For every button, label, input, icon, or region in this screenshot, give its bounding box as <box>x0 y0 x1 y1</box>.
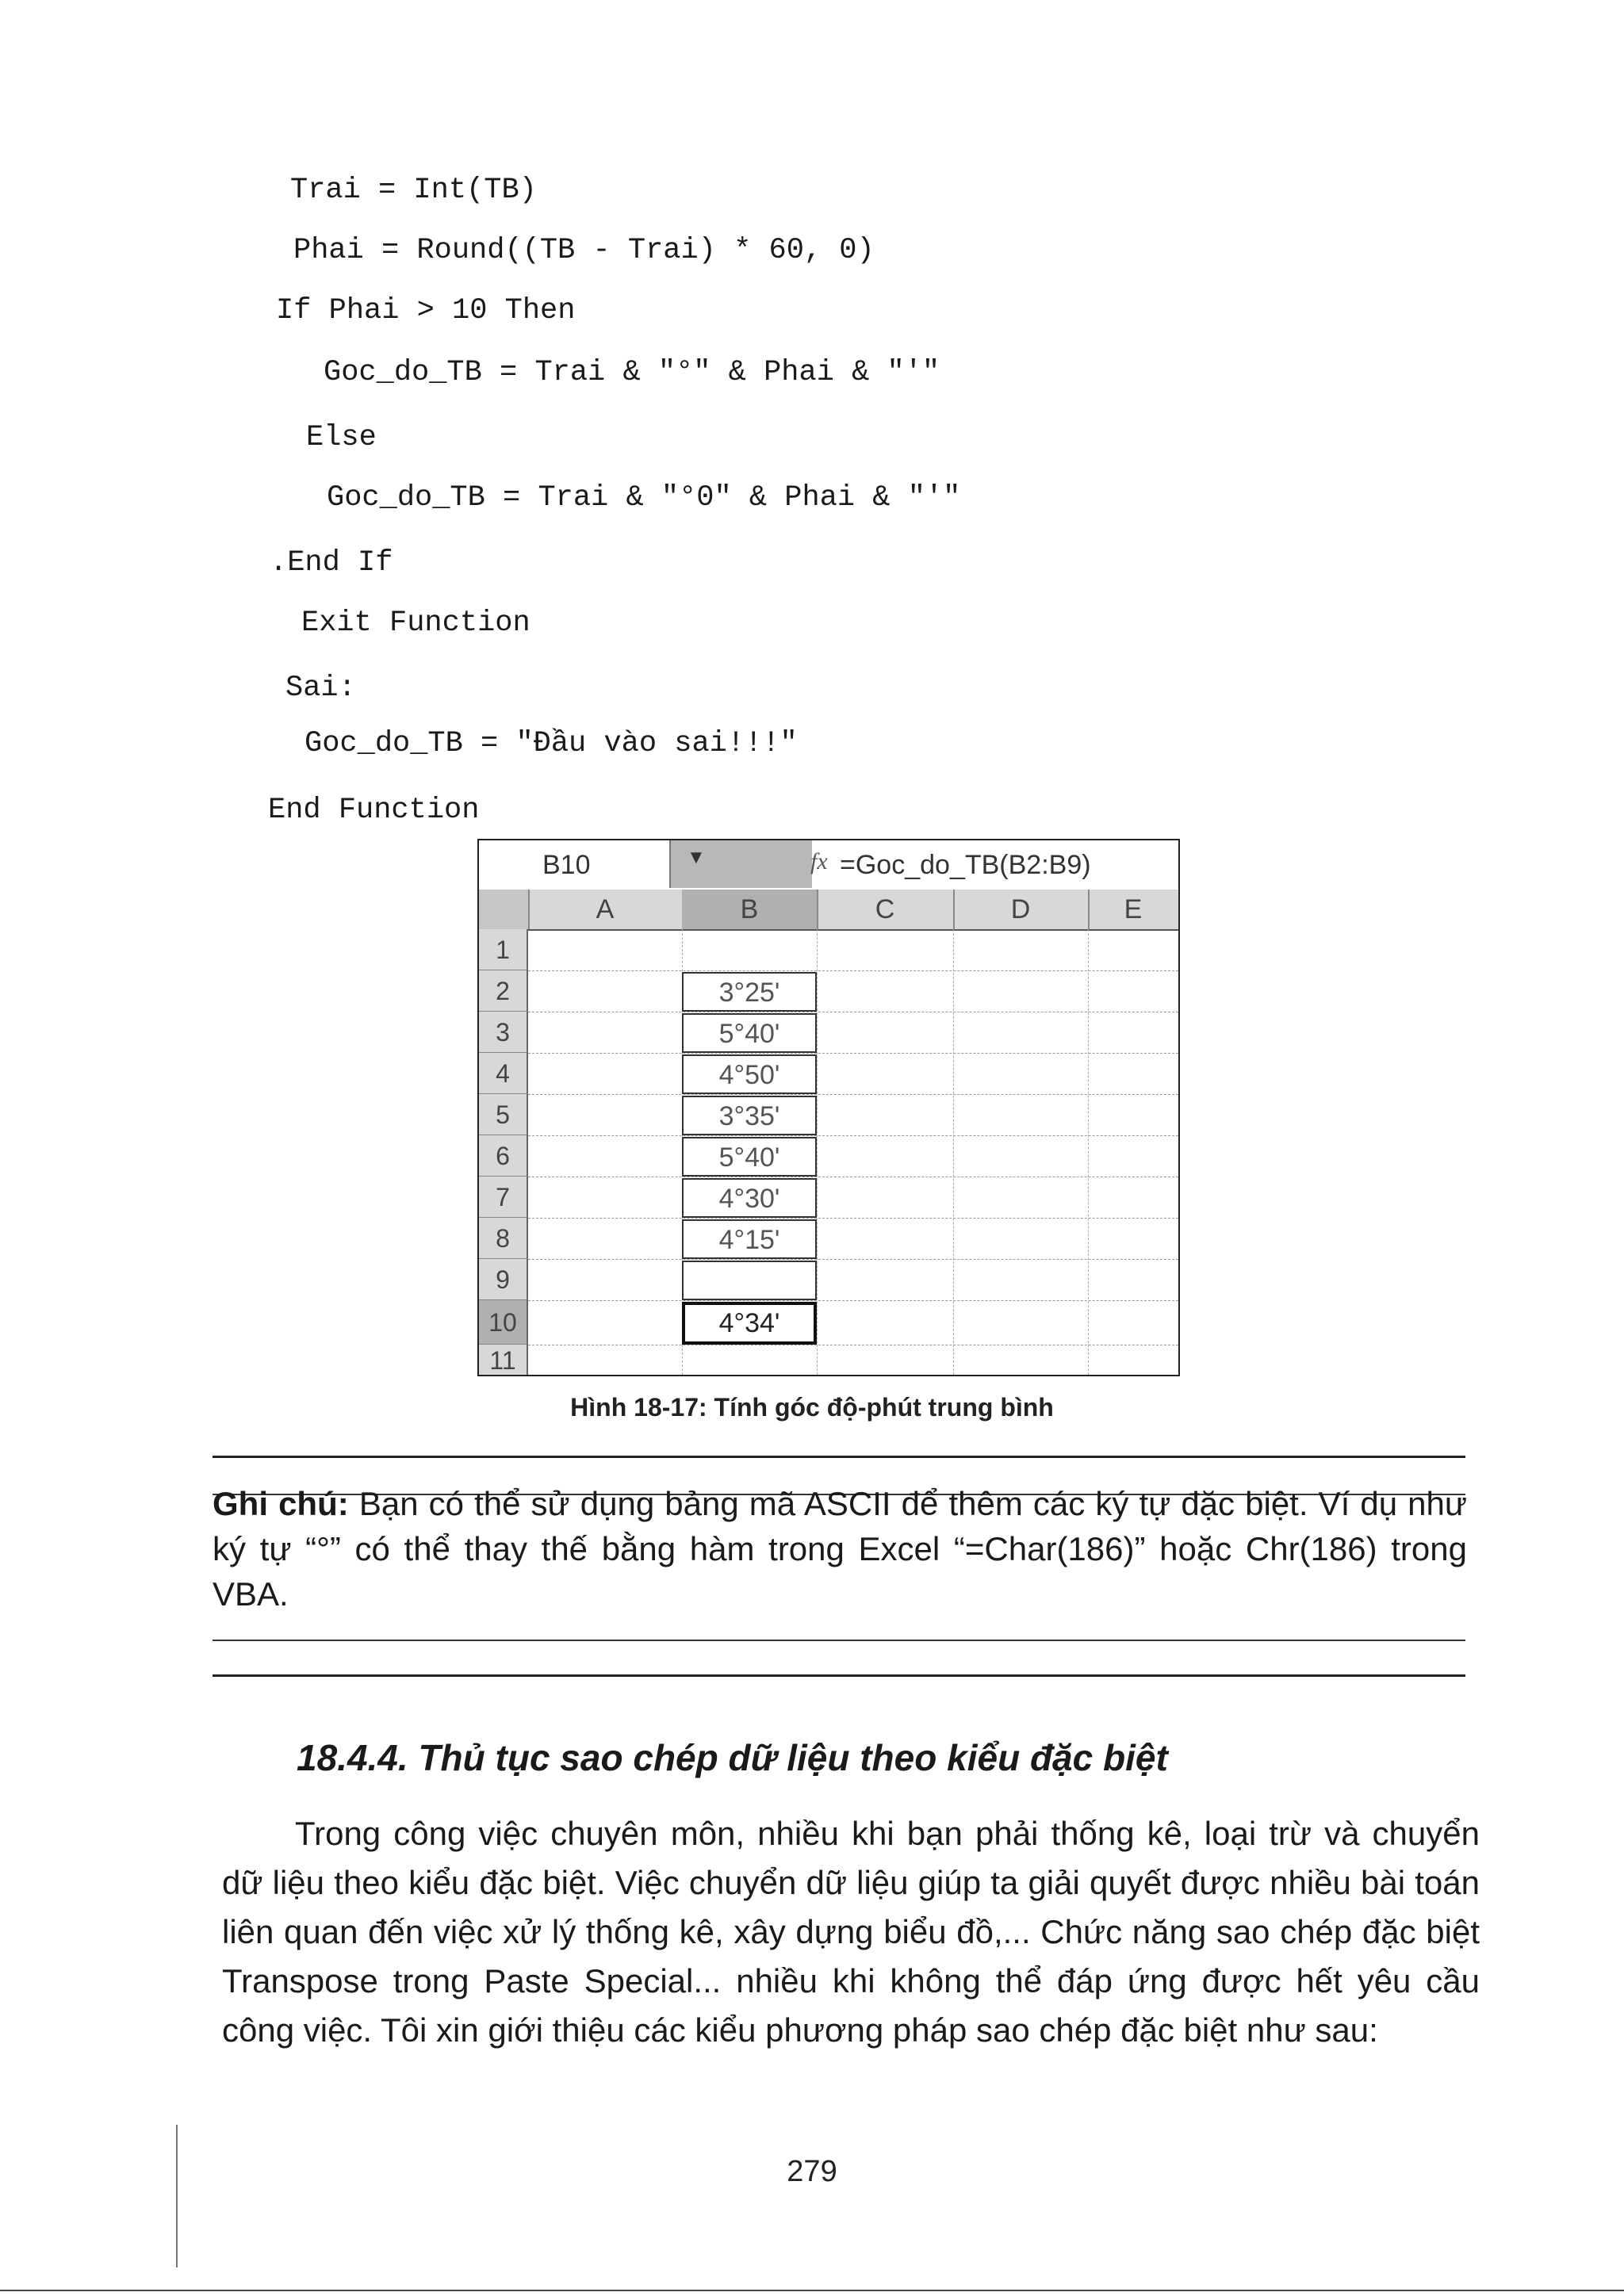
code-line: Trai = Int(TB) <box>290 174 537 207</box>
name-box-value: B10 <box>542 850 591 880</box>
margin-line <box>176 2125 178 2267</box>
code-line: End Function <box>268 794 480 827</box>
note-box <box>213 1481 1467 1617</box>
cell-b10-selected[interactable]: 4°34' <box>682 1302 817 1345</box>
column-header-c[interactable]: C <box>817 890 955 929</box>
cell-b9[interactable] <box>682 1261 817 1300</box>
divider <box>213 1640 1465 1641</box>
column-header-d[interactable]: D <box>953 890 1090 929</box>
table-row <box>528 1300 1178 1345</box>
note-text: Bạn có thể sử dụng bảng mã ASCII để thêm các ký tự đặc biệt. Ví dụ như ký tự “°” có thể thay thế bằng hàm trong Excel “=Char(186)” hoặc Chr(186) trong VBA. <box>213 1485 1467 1613</box>
body-paragraph: Trong công việc chuyên môn, nhiều khi bạn phải thống kê, loại trừ và chuyển dữ liệu theo kiểu đặc biệt. Việc chuyển dữ liệu giúp ta giải quyết được nhiều bài toán liên quan đến việc xử lý thống kê, xây dựng biểu đồ,... Chức năng sao chép đặc biệt Transpose trong Paste Special... nhiều khi không thể đáp ứng được hết yêu cầu công việc. Tôi xin giới thiệu các kiểu phương pháp sao chép đặc biệt như sau: <box>222 1815 1480 2049</box>
cell-b2[interactable]: 3°25' <box>682 972 817 1012</box>
code-line: Goc_do_TB = "Đầu vào sai!!!" <box>304 727 798 760</box>
note-label: Ghi chú: <box>213 1485 349 1522</box>
column-header-b[interactable]: B <box>682 890 818 929</box>
formula-text[interactable]: =Goc_do_TB(B2:B9) <box>840 850 1091 880</box>
divider <box>213 1456 1465 1458</box>
row-header[interactable]: 4 <box>479 1053 528 1094</box>
chevron-down-icon: ▼ <box>687 847 706 868</box>
row-header[interactable]: 2 <box>479 970 528 1012</box>
page-number: 279 <box>787 2155 837 2188</box>
cell-b5[interactable]: 3°35' <box>682 1096 817 1135</box>
code-line: Goc_do_TB = Trai & "°0" & Phai & "'" <box>327 481 961 515</box>
table-row <box>528 1177 1178 1219</box>
section-heading: 18.4.4. Thủ tục sao chép dữ liệu theo kiểu đặc biệt <box>297 1737 1168 1778</box>
row-header[interactable]: 9 <box>479 1259 528 1300</box>
row-header[interactable]: 3 <box>479 1012 528 1053</box>
table-row <box>528 1094 1178 1136</box>
divider <box>213 1674 1465 1677</box>
code-line: If Phai > 10 Then <box>276 294 576 327</box>
column-header-e[interactable]: E <box>1124 894 1143 924</box>
code-line: Exit Function <box>301 607 530 640</box>
row-header[interactable]: 11 <box>479 1345 528 1376</box>
cell-b6[interactable]: 5°40' <box>682 1137 817 1177</box>
cell-b7[interactable]: 4°30' <box>682 1178 817 1218</box>
table-row <box>528 929 1178 971</box>
table-row <box>528 1259 1178 1301</box>
code-line: Goc_do_TB = Trai & "°" & Phai & "'" <box>324 356 940 389</box>
column-headers <box>479 890 1178 931</box>
spreadsheet-screenshot <box>477 839 1180 1376</box>
cell-b3[interactable]: 5°40' <box>682 1013 817 1053</box>
row-header[interactable]: 7 <box>479 1177 528 1218</box>
row-header[interactable]: 5 <box>479 1094 528 1135</box>
row-header[interactable]: 1 <box>479 929 528 970</box>
row-header[interactable]: 6 <box>479 1135 528 1177</box>
table-row <box>528 1012 1178 1054</box>
figure-caption: Hình 18-17: Tính góc độ-phút trung bình <box>570 1393 1054 1422</box>
code-line: Sai: <box>285 672 356 705</box>
code-line: Else <box>306 421 377 454</box>
table-row <box>528 970 1178 1012</box>
row-header[interactable]: 8 <box>479 1218 528 1259</box>
formula-bar <box>479 840 1178 891</box>
name-box-dropdown[interactable] <box>669 840 812 888</box>
fx-icon[interactable]: fx <box>810 848 828 874</box>
name-box[interactable] <box>479 840 669 888</box>
cell-b4[interactable]: 4°50' <box>682 1054 817 1094</box>
code-line: Phai = Round((TB - Trai) * 60, 0) <box>293 234 875 267</box>
table-row <box>528 1218 1178 1260</box>
row-header[interactable]: 10 <box>479 1300 528 1345</box>
column-header-a[interactable]: A <box>528 890 684 929</box>
cell-b8[interactable]: 4°15' <box>682 1219 817 1259</box>
code-line: .End If <box>270 546 393 580</box>
table-row <box>528 1053 1178 1095</box>
page-edge <box>0 2290 1624 2291</box>
select-all-corner[interactable] <box>479 890 530 929</box>
table-row <box>528 1135 1178 1177</box>
